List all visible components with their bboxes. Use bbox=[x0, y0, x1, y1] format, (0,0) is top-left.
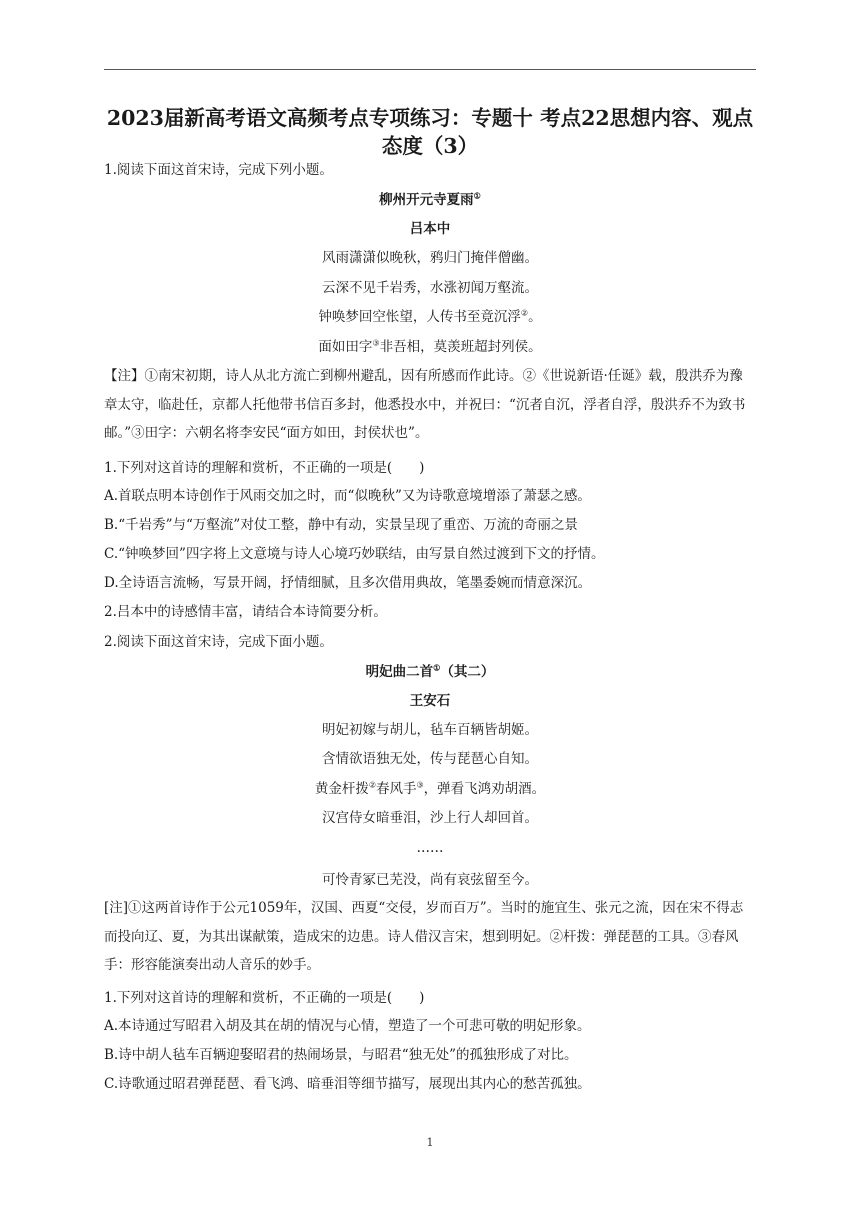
q1-option-c: C.“钟唤梦回”四字将上文意境与诗人心境巧妙联结，由写景自然过渡到下文的抒情。 bbox=[104, 546, 605, 562]
q1-subquestion-2: 2.吕本中的诗感情丰富，请结合本诗简要分析。 bbox=[104, 604, 387, 620]
q1-poem-line: 云深不见千岩秀，水涨初闻万壑流。 bbox=[322, 280, 538, 296]
page-number: 1 bbox=[426, 1136, 434, 1149]
q1-note: 【注】①南宋初期，诗人从北方流亡到柳州避乱，因有所感而作此诗。②《世说新语·任诞》载，殷洪乔为豫章太守，临赴任，京都人托他带书信百多封，他悉投水中，并祝曰：“沉者自沉，浮者自浮，殷洪乔不为致书邮。”③田字：六朝名将李安民“面方如田，封侯状也”。 bbox=[104, 368, 746, 441]
page-title: 2023届新高考语文高频考点专项练习：专题十 考点22思想内容、观点态度（3） bbox=[106, 106, 754, 158]
q2-poem-line: 汉宫侍女暗垂泪，沙上行人却回首。 bbox=[322, 810, 538, 826]
q1-poem-line: 面如田字③非吾相，莫羡班超封列侯。 bbox=[318, 338, 542, 355]
q1-poem-author: 吕本中 bbox=[409, 221, 451, 237]
q2-poem-author: 王安石 bbox=[409, 693, 451, 709]
q2-poem-line: 含情欲语独无处，传与琵琶心自知。 bbox=[322, 751, 538, 767]
q2-poem-title: 明妃曲二首①（其二） bbox=[365, 662, 495, 680]
q1-poem-title: 柳州开元寺夏雨① bbox=[379, 190, 481, 208]
q2-poem-line: 黄金杆拨②春风手③，弹看飞鸿劝胡酒。 bbox=[314, 780, 546, 797]
q2-option-b: B.诗中胡人毡车百辆迎娶昭君的热闹场景，与昭君“独无处”的孤独形成了对比。 bbox=[104, 1047, 578, 1063]
q2-subquestion-1: 1.下列对这首诗的理解和赏析，不正确的一项是( ) bbox=[104, 990, 425, 1006]
q2-poem-line: 可怜青冢已芜没，尚有哀弦留至今。 bbox=[322, 872, 538, 888]
q1-subquestion-1: 1.下列对这首诗的理解和赏析，不正确的一项是( ) bbox=[104, 460, 425, 476]
q2-intro: 2.阅读下面这首宋诗，完成下面小题。 bbox=[104, 634, 333, 650]
q2-option-a: A.本诗通过写昭君入胡及其在胡的情况与心情，塑造了一个可悲可敬的明妃形象。 bbox=[104, 1018, 591, 1034]
q1-option-d: D.全诗语言流畅，写景开阔，抒情细腻，且多次借用典故，笔墨委婉而情意深沉。 bbox=[104, 575, 592, 591]
q2-poem-line: 明妃初嫁与胡儿，毡车百辆皆胡姬。 bbox=[322, 722, 538, 738]
header-rule bbox=[104, 69, 756, 70]
q1-intro: 1.阅读下面这首宋诗，完成下列小题。 bbox=[104, 162, 333, 178]
q2-note: [注]①这两首诗作于公元1059年，汉国、西夏“交侵，岁而百万”。当时的施宜生、张元之流，因在宋不得志而投向辽、夏，为其出谋献策，造成宋的边患。诗人借汉言宋，想到明妃。②杆拨：弹琵琶的工具。③春风手：形容能演奏出动人音乐的妙手。 bbox=[104, 900, 744, 973]
q1-option-a: A.首联点明本诗创作于风雨交加之时，而“似晚秋”又为诗歌意境增添了萧瑟之感。 bbox=[104, 488, 591, 504]
q2-option-c: C.诗歌通过昭君弹琵琶、看飞鸿、暗垂泪等细节描写，展现出其内心的愁苦孤独。 bbox=[104, 1076, 591, 1092]
q1-poem-line: 钟唤梦回空怅望，人传书至竟沉浮②。 bbox=[318, 308, 542, 325]
q1-poem-line: 风雨潇潇似晚秋，鸦归门掩伴僧幽。 bbox=[322, 250, 538, 266]
q2-poem-ellipsis: …… bbox=[416, 840, 444, 856]
q1-option-b: B.“千岩秀”与“万壑流”对仗工整，静中有动，实景呈现了重峦、万流的奇丽之景 bbox=[104, 517, 578, 533]
